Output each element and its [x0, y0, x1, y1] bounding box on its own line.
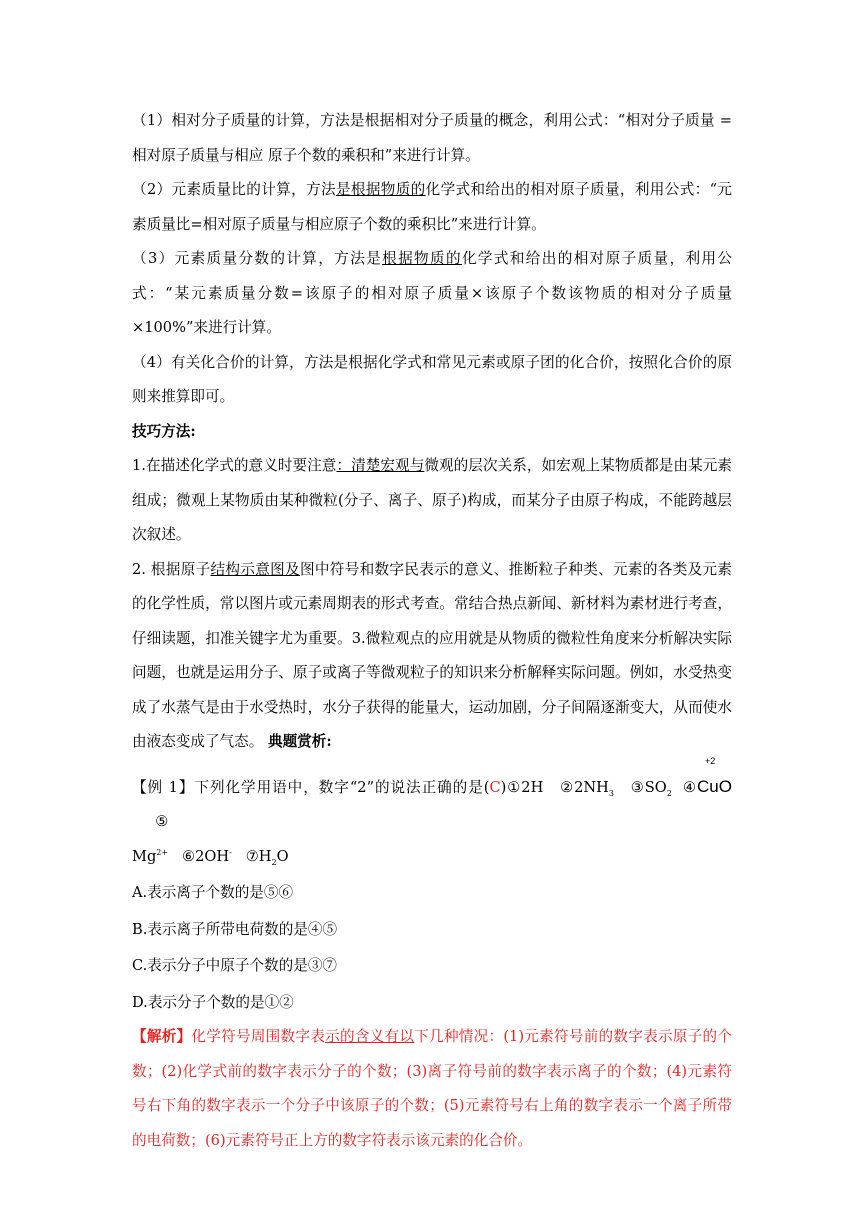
valence-mark: +2	[705, 755, 716, 766]
text-run: （2）元素质量比的计算，方法	[132, 181, 336, 198]
paragraph-relative-molecular-mass: （1）相对分子质量的计算，方法是根据相对分子质量的概念，利用公式：“相对分子质量 = 相对原子质量与相应 原子个数的乘积和”来进行计算。	[132, 112, 732, 164]
symbol-h2o	[246, 848, 289, 865]
symbol-so2	[631, 779, 672, 796]
document-body	[132, 104, 732, 1158]
example-label: 【例 1】	[132, 778, 195, 796]
example-section-heading: 典题赏析:	[267, 733, 332, 750]
underlined-text: ：清楚宏观与	[336, 457, 425, 474]
example-question	[132, 755, 732, 875]
text-run: 化学符号周围数字表	[191, 1028, 326, 1045]
underlined-text: 根据物质的	[382, 250, 462, 267]
symbol-text: ③SO	[630, 778, 667, 796]
symbol-mg	[132, 848, 168, 865]
text-run: 下几种情况：(1)元素符号前的数字表示原子的个数；(2)化学式前的数字表示分子的个数；(3)离子符号前的数字表示离子的个数；(4)元素符号右下角的数字表示一个分子中该原子的个数；(5)元素符号右上角的数字表示一个离子所带的电荷数；(6)元素符号正上方的数字符表示该元素的化合价。	[132, 1028, 732, 1149]
tip-2	[132, 553, 732, 760]
option-d: D.表示分子个数的是①②	[132, 993, 294, 1011]
subscript: 3	[608, 788, 614, 798]
symbol-text: O	[276, 847, 289, 865]
symbol-2h: ①2H	[506, 778, 544, 796]
underlined-text: 示的含义有以	[325, 1028, 415, 1045]
text-run: 图中符号和数字民表示的意义、推断粒子种类、元素的各类及元素的化学性质，常以图片或元素周期表的形式考查。常结合热点新闻、新材料为素材进行考查，仔细读题，扣准关键字尤为重要。3.微粒观点的应用就是从物质的微粒性角度来分析解决实际问题，也就是运用分子、原子或离子等微观粒子的知识来分析解释实际问题。例如，水受热变成了水蒸气是由于水受热时，水分子获得的能量大，运动加剧，分子间隔逐渐变大，从而使水由液态变成了气态。	[132, 560, 732, 750]
subscript: 2	[666, 788, 672, 798]
paragraph-mass-ratio	[132, 173, 732, 242]
symbol-text: ⑦H	[245, 847, 272, 865]
analysis-paragraph	[132, 1020, 732, 1158]
symbol-mg-label: ⑤	[155, 813, 169, 830]
symbol-2oh	[182, 848, 232, 865]
superscript: -	[229, 847, 232, 857]
text-run: 1.在描述化学式的意义时要注意	[132, 457, 337, 474]
option-b: B.表示离子所带电荷数的是④⑤	[132, 920, 338, 938]
symbol-text: ②2NH	[560, 778, 609, 796]
symbol-cuo-label: ④	[683, 778, 698, 796]
question-close: )	[500, 778, 507, 796]
underlined-text: 结构示意图及	[210, 560, 300, 578]
text-run: 2. 根据原子	[132, 560, 211, 578]
text-run: 化学式和给出的相对原子质量，利用公式：“某元素质量分数=该原子的相对原子质量×该原子个数该物质的相对分子质量×100%”来进行计算。	[132, 250, 732, 336]
subscript: 2	[271, 857, 277, 867]
paragraph-mass-fraction	[132, 242, 732, 346]
question-text: 下列化学用语中，数字“2”的说法正确的是(	[194, 778, 490, 796]
text-run: （3）元素质量分数的计算，方法是	[132, 250, 383, 267]
answer-letter: C	[489, 778, 501, 796]
symbol-text: ⑥2OH	[182, 847, 230, 865]
text-run: 化学式和给出的相对原子质量，利用公式：“元素质量比=相对原子质量与相应原子个数的乘积比”来进行计算。	[132, 181, 732, 233]
symbol-text: Mg	[132, 847, 157, 865]
superscript: 2+	[156, 847, 169, 857]
underlined-text: 是根据物质的	[335, 181, 426, 198]
option-a: A.表示离子个数的是⑤⑥	[132, 884, 294, 901]
option-c: C.表示分子中原子个数的是③⑦	[132, 957, 338, 974]
tips-heading: 技巧方法:	[132, 422, 196, 440]
symbol-2nh3	[560, 779, 614, 796]
paragraph-valence: （4）有关化合价的计算，方法是根据化学式和常见元素或原子团的化合价，按照化合价的原则来推算即可。	[132, 353, 732, 405]
symbol-cuo	[697, 755, 732, 805]
tip-1	[132, 449, 732, 553]
analysis-label: 【解析】	[132, 1028, 192, 1045]
formula: CuO	[697, 776, 732, 796]
text-run: 微观的层次关系，如宏观上某物质都是由某元素组成；微观上某物质由某种微粒(分子、离子、原子)构成，而某分子由原子构成，不能跨越层次叙述。	[132, 457, 732, 543]
